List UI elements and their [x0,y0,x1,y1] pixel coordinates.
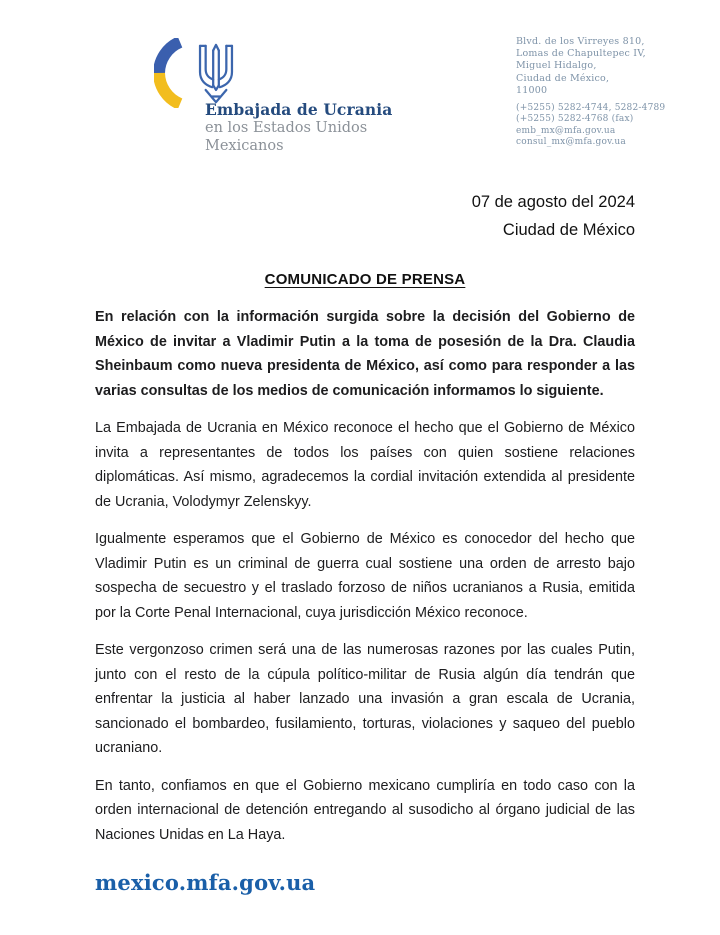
tryzub-trident-icon [194,43,238,105]
embassy-contact-block [516,103,686,148]
paragraph-recognition: La Embajada de Ucrania en México reconoce el hecho que el Gobierno de México invita a representantes de todos los países con quien sostiene relaciones diplomáticas. Así mismo, agradecemos la cordial invitación extendida al presidente de Ucrania, Volodymyr Zelenskyy. [95,420,635,510]
embassy-subtitle-line2: Mexicanos [205,137,284,154]
document-body [95,305,635,860]
embassy-brand-text [205,100,395,155]
fax-line: (+5255) 5282-4768 (fax) [516,114,634,125]
embassy-subtitle-line1: en los Estados Unidos [205,120,368,136]
paragraph-arrest-order: En tanto, confiamos en que el Gobierno mexicano cumpliría en todo caso con la orden internacional de detención entregando al susodicho al órgano judicial de las Naciones Unidas en La Haya. [95,777,635,843]
embassy-address-block [516,36,686,148]
city-text: Ciudad de México [502,221,635,239]
address-line: 11000 [516,84,548,96]
paragraph-intro: En relación con la información surgida sobre la decisión del Gobierno de México de invitar a Vladimir Putin a la toma de posesión de la Dra. Claudia Sheinbaum como nueva presidenta de México, así como para responder a las varias consultas de los medios de comunicación informamos lo siguiente. [95,309,635,399]
consul-email: consul_mx@mfa.gov.ua [516,136,626,147]
dateline [472,188,635,244]
document-title: COMUNICADO DE PRENSA [264,271,466,288]
address-line: Ciudad de México, [516,72,610,84]
paragraph-war-criminal: Igualmente esperamos que el Gobierno de México es conocedor del hecho que Vladimir Putin es un criminal de guerra cual sostiene una orden de arresto bajo sospecha de secuestro y el traslado forzoso de niños ucranianos a Rusia, emitida por la Corte Penal Internacional, cuya jurisdicción México reconoce. [95,531,635,621]
address-line: Miguel Hidalgo, [516,60,597,72]
embassy-website: mexico.mfa.gov.ua [95,870,316,895]
paragraph-justice: Este vergonzoso crimen será una de las numerosas razones por las cuales Putin, junto con el resto de la cúpula político-militar de Rusia algún día tendrán que enfrentar la justicia al haber lanzado una invasión a gran escala de Ucrania, sancionado el bombardeo, fusilamiento, torturas, violaciones y saqueo del pueblo ucraniano. [95,642,635,756]
date-text: 07 de agosto del 2024 [471,193,635,211]
embassy-email: emb_mx@mfa.gov.ua [516,125,616,136]
embassy-name: Embajada de Ucrania [205,100,393,119]
address-line: Blvd. de los Virreyes 810, [516,36,645,47]
ukraine-flag-arc-icon [154,38,184,108]
phone-line: (+5255) 5282-4744, 5282-4789 [516,103,666,114]
address-line: Lomas de Chapultepec IV, [516,48,646,60]
